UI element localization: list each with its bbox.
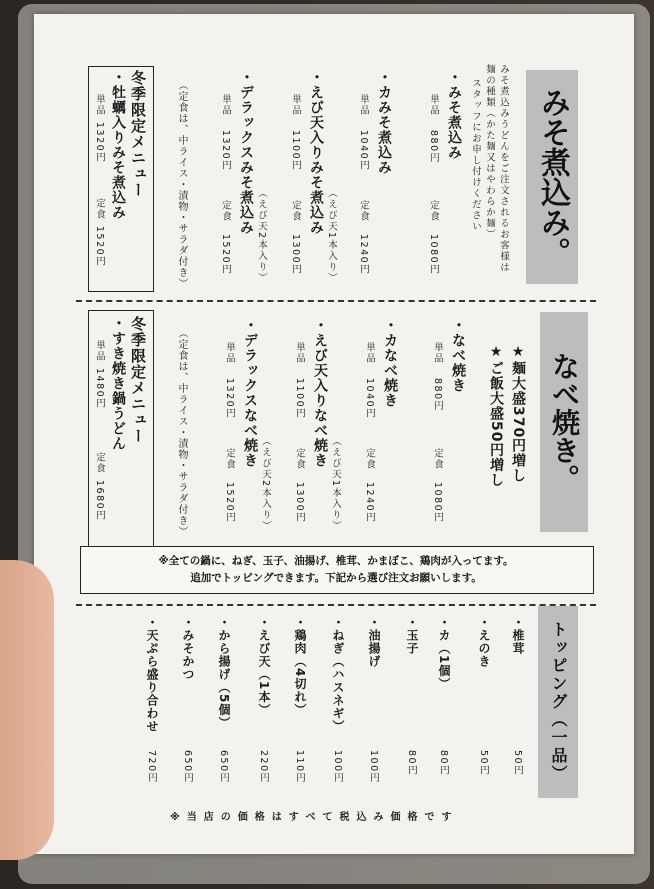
nabe-item-name-3: ・デラックスなべ焼き [242,318,258,468]
topping-name-7: ・えび天（1本） [257,616,271,717]
nabe-item-teishoku-3: 1520円 [224,482,235,524]
miso-item-teishoku-2: 1300円 [290,234,301,276]
miso-winter-tanpin-label: 単品 [94,94,105,116]
nabe-item-tanpin-label-1: 単品 [364,342,375,364]
toppings-footer: ※当店の価格はすべて税込み価格です [170,812,459,823]
miso-item-tanpin-0: 880円 [428,130,439,164]
miso-winter-tanpin: 1320円 [94,122,105,164]
miso-item-tanpin-label-1: 単品 [358,94,369,116]
topping-name-3: ・玉子 [405,616,419,655]
miso-item-tanpin-label-0: 単品 [428,94,439,116]
topping-price-10: 720円 [146,750,157,784]
miso-section-title: みそ煮込み。 [526,70,578,284]
miso-item-sub-3: （えび天2本入り） [256,188,267,284]
nabe-teishoku-note: （定食は、中ライス・漬物・サラダ付き） [176,328,187,537]
miso-teishoku-note: （定食は、中ライス・漬物・サラダ付き） [176,80,187,289]
topping-name-9: ・みそかつ [181,616,195,681]
topping-price-4: 100円 [368,750,379,784]
miso-intro-2: 麺の種類（かた麺又はやわらか麺） [484,64,495,240]
miso-item-tanpin-label-3: 単品 [220,94,231,116]
topping-name-10: ・天ぷら盛り合わせ [145,616,159,733]
miso-item-teishoku-0: 1080円 [428,234,439,276]
miso-winter-teishoku: 1520円 [94,226,105,268]
section-divider-1 [76,300,596,302]
topping-name-0: ・椎茸 [511,616,525,655]
nabe-item-teishoku-2: 1300円 [294,482,305,524]
miso-item-tanpin-2: 1100円 [290,130,301,172]
miso-item-sub-2: （えび天1本入り） [326,188,337,284]
miso-winter-item: ・牡蠣入りみそ煮込み [110,70,126,220]
nabe-winter-tanpin: 1480円 [94,368,105,410]
miso-item-name-0: ・みそ煮込み [446,70,462,160]
nabe-winter-item: ・すき焼き鍋うどん [110,316,126,451]
section-divider-2 [76,604,596,606]
nabe-item-teishoku-0: 1080円 [432,482,443,524]
miso-item-tanpin-label-2: 単品 [290,94,301,116]
nabe-winter-teishoku: 1680円 [94,480,105,522]
miso-item-teishoku-label-3: 定食 [220,200,231,222]
topping-price-2: 80円 [438,750,449,777]
topping-price-6: 110円 [294,750,305,784]
topping-price-0: 50円 [512,750,523,777]
topping-price-3: 80円 [406,750,417,777]
hand-finger [0,560,54,860]
nabe-extra-2: ★ご飯大盛50円増し [488,344,504,488]
nabe-item-tanpin-0: 880円 [432,378,443,412]
miso-item-name-2: ・えび天入りみそ煮込み [308,70,324,235]
nabe-item-tanpin-label-3: 単品 [224,342,235,364]
topping-price-8: 650円 [218,750,229,784]
topping-name-8: ・から揚げ（5個） [217,616,231,730]
miso-item-teishoku-3: 1520円 [220,234,231,276]
nabe-item-teishoku-label-3: 定食 [224,448,235,470]
nabe-item-tanpin-2: 1100円 [294,378,305,420]
nabe-item-name-2: ・えび天入りなべ焼き [312,318,328,468]
topping-price-5: 100円 [332,750,343,784]
topping-name-1: ・えのき [477,616,491,668]
nabe-extra-1: ★麺大盛370円増し [510,344,526,484]
nabe-item-teishoku-1: 1240円 [364,482,375,524]
topping-name-4: ・油揚げ [367,616,381,668]
miso-item-tanpin-3: 1320円 [220,130,231,172]
nabe-item-name-1: ・カなべ焼き [382,318,398,408]
miso-intro-1: みそ煮込みうどんをご注文されるお客様は [498,64,509,273]
topping-name-6: ・鶏肉（4切れ） [293,616,307,717]
nabe-item-teishoku-label-1: 定食 [364,448,375,470]
toppings-section-title: トッピング（一品） [538,606,578,798]
nabe-winter-teishoku-label: 定食 [94,452,105,474]
topping-price-9: 650円 [182,750,193,784]
topping-price-1: 50円 [478,750,489,777]
nabe-item-sub-2: （えび天1本入り） [330,436,341,532]
topping-name-5: ・ねぎ（ハスネギ） [331,616,345,733]
topping-name-2: ・カ（1個） [437,616,451,691]
miso-item-teishoku-1: 1240円 [358,234,369,276]
nabe-item-tanpin-1: 1040円 [364,378,375,420]
nabe-winter-title: 冬季限定メニュー [129,316,147,444]
miso-item-teishoku-label-1: 定食 [358,200,369,222]
miso-item-teishoku-label-0: 定食 [428,200,439,222]
notice-line-1: ※全ての鍋に、ねぎ、玉子、油揚げ、椎茸、かまぼこ、鶏肉が入ってます。 [158,555,514,567]
miso-item-tanpin-1: 1040円 [358,130,369,172]
nabe-item-teishoku-label-0: 定食 [432,448,443,470]
miso-intro-3: スタッフにお申し付けください [470,78,481,232]
nabe-section-title: なべ焼き。 [540,312,588,532]
notice-line-2: 追加でトッピングできます。下記から選び注文お願いします。 [190,572,482,584]
nabe-item-tanpin-3: 1320円 [224,378,235,420]
nabe-item-name-0: ・なべ焼き [450,318,466,393]
miso-winter-title: 冬季限定メニュー [129,70,147,198]
miso-item-teishoku-label-2: 定食 [290,200,301,222]
nabe-item-tanpin-label-2: 単品 [294,342,305,364]
miso-winter-teishoku-label: 定食 [94,198,105,220]
miso-item-name-3: ・デラックスみそ煮込み [238,70,254,235]
topping-price-7: 220円 [258,750,269,784]
nabe-item-tanpin-label-0: 単品 [432,342,443,364]
nabe-item-teishoku-label-2: 定食 [294,448,305,470]
miso-item-name-1: ・カみそ煮込み [376,70,392,175]
nabe-winter-tanpin-label: 単品 [94,340,105,362]
nabe-item-sub-3: （えび天2本入り） [260,436,271,532]
